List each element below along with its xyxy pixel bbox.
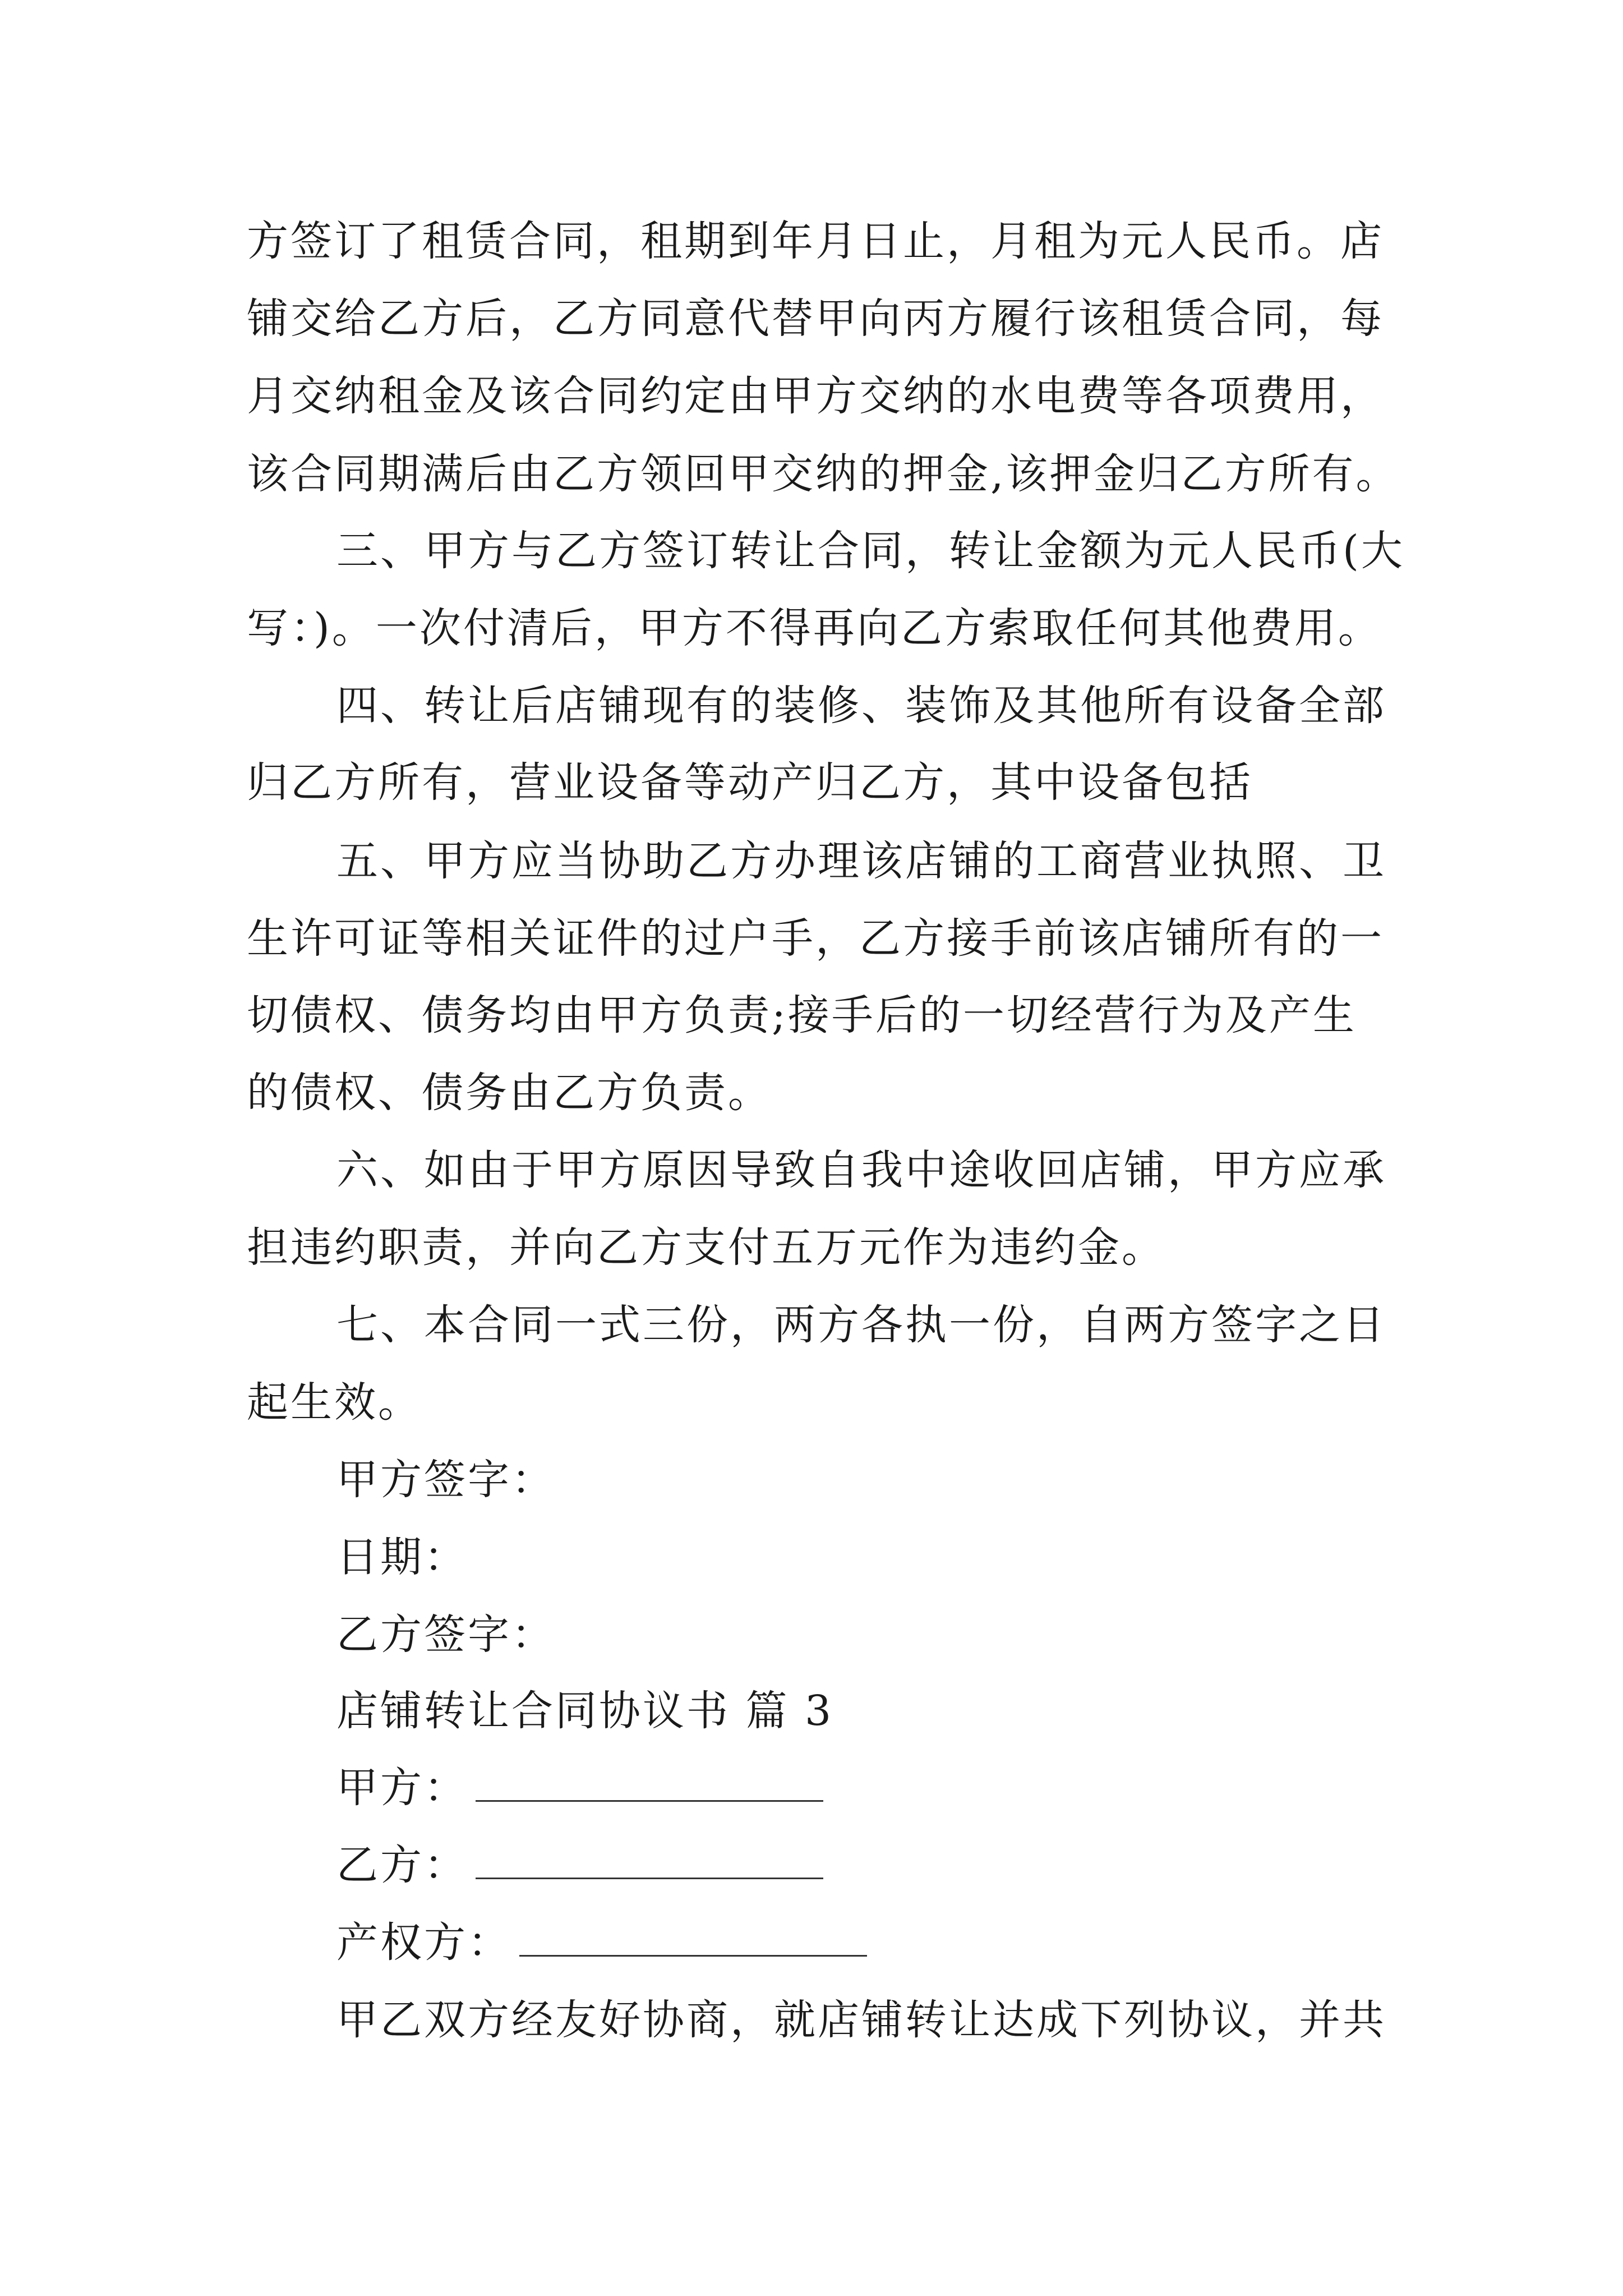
- party-a-blank: [476, 1768, 823, 1802]
- clause-six-line: 六、如由于甲方原因导致自我中途收回店铺，甲方应承: [336, 1146, 1386, 1194]
- body-line: 担违约职责，并向乙方支付五万元作为违约金。: [247, 1223, 1165, 1272]
- agreement-intro-line: 甲乙双方经友好协商，就店铺转让达成下列协议，并共: [336, 1996, 1386, 2044]
- clause-seven-line: 七、本合同一式三份，两方各执一份，自两方签字之日: [336, 1301, 1386, 1349]
- clause-four-line: 四、转让后店铺现有的装修、装饰及其他所有设备全部: [336, 682, 1386, 730]
- owner-row: [336, 1915, 1481, 1971]
- owner-blank: [519, 1922, 867, 1957]
- party-b-label: 乙方：: [336, 1841, 468, 1889]
- owner-label: 产权方：: [336, 1918, 511, 1967]
- party-a-row: [336, 1760, 1481, 1816]
- body-line: 归乙方所有，营业设备等动产归乙方，其中设备包括: [247, 758, 1253, 807]
- party-b-blank: [476, 1845, 823, 1879]
- body-line: 写：)。一次付清后，甲方不得再向乙方索取任何其他费用。: [247, 604, 1382, 652]
- section-heading: 店铺转让合同协议书 篇 3: [336, 1687, 834, 1735]
- party-b-signature-label: 乙方签字：: [336, 1611, 555, 1659]
- body-line: 月交纳租金及该合同约定由甲方交纳的水电费等各项费用，: [247, 372, 1384, 420]
- body-line: 起生效。: [247, 1378, 422, 1427]
- clause-five-line: 五、甲方应当协助乙方办理该店铺的工商营业执照、卫: [336, 837, 1386, 885]
- body-line: 生许可证等相关证件的过户手，乙方接手前该店铺所有的一: [247, 914, 1384, 963]
- body-line: 的债权、债务由乙方负责。: [247, 1069, 772, 1117]
- party-b-row: [336, 1837, 1481, 1893]
- party-a-label: 甲方：: [336, 1764, 468, 1812]
- body-line: 方签订了租赁合同，租期到年月日止，月租为元人民币。店: [247, 217, 1384, 265]
- body-line: 切债权、债务均由甲方负责;接手后的一切经营行为及产生: [247, 991, 1357, 1039]
- body-line: 该合同期满后由乙方领回甲交纳的押金,该押金归乙方所有。: [247, 450, 1400, 498]
- party-a-signature-label: 甲方签字：: [336, 1456, 555, 1504]
- body-line: 铺交给乙方后，乙方同意代替甲向丙方履行该租赁合同，每: [247, 295, 1384, 343]
- date-label: 日期：: [336, 1533, 468, 1581]
- clause-three-line: 三、甲方与乙方签订转让合同，转让金额为元人民币(大: [336, 527, 1405, 575]
